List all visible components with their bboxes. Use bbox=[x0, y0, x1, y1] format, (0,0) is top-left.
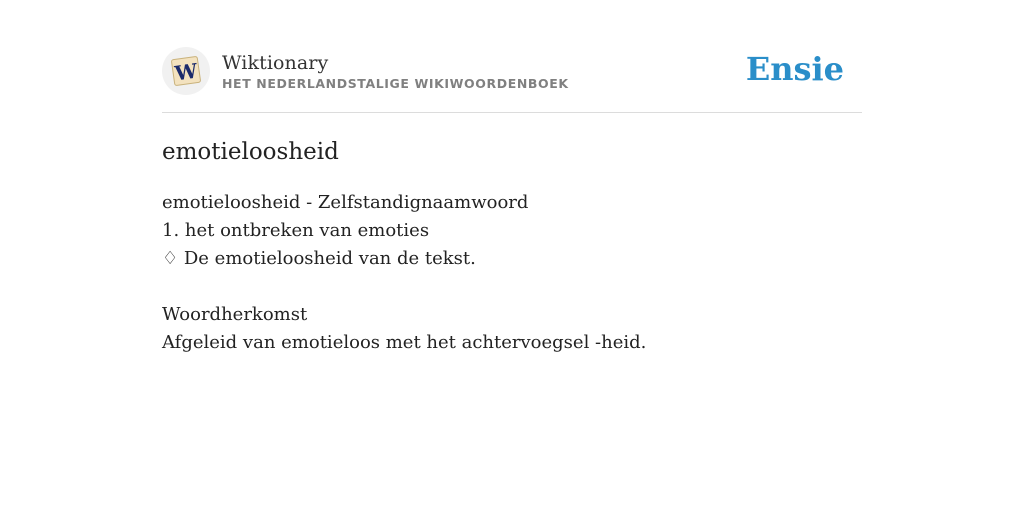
wiktionary-logo-icon[interactable] bbox=[162, 47, 210, 95]
meaning-line: 1. het ontbreken van emoties bbox=[162, 220, 430, 241]
etymology-text: Afgeleid van emotieloos met het achtervoegsel -heid. bbox=[162, 332, 647, 353]
logo-letter: W bbox=[173, 58, 199, 86]
site-title[interactable]: Wiktionary bbox=[222, 51, 329, 74]
header-divider bbox=[162, 112, 862, 113]
etymology-heading: Woordherkomst bbox=[162, 304, 308, 325]
definition-block bbox=[162, 189, 862, 357]
page-title: emotieloosheid bbox=[162, 139, 339, 165]
spacer bbox=[162, 273, 862, 301]
page bbox=[162, 0, 862, 357]
site-subtitle: HET NEDERLANDSTALIGE WIKIWOORDENBOEK bbox=[222, 75, 569, 91]
brand bbox=[222, 51, 569, 92]
example-line: ♢ De emotieloosheid van de tekst. bbox=[162, 248, 476, 269]
ensie-link[interactable]: Ensie bbox=[745, 50, 844, 88]
word-class-line: emotieloosheid - Zelfstandignaamwoord bbox=[162, 192, 529, 213]
header bbox=[162, 45, 862, 97]
logo-tile bbox=[167, 52, 205, 90]
